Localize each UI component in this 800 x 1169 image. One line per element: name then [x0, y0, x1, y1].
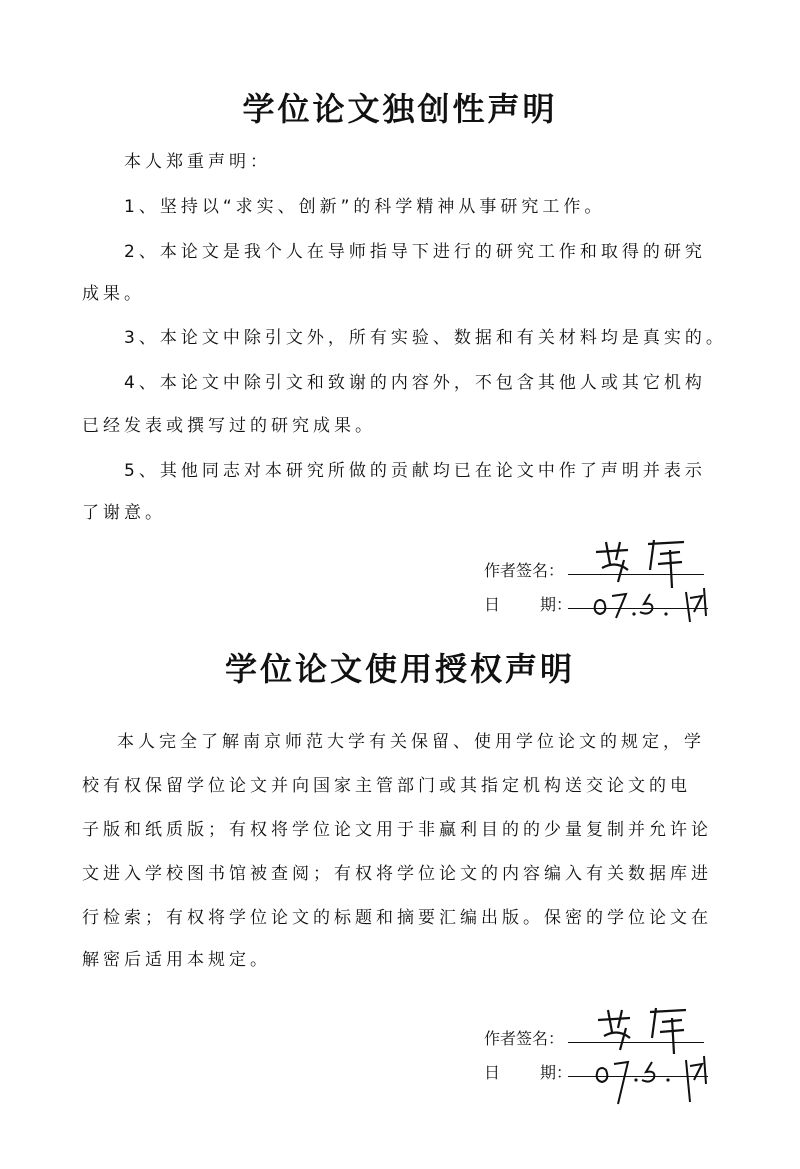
date-label-first: 日	[484, 1063, 501, 1082]
date-label-second: 期：	[540, 1063, 573, 1082]
originality-item: 3、本论文中除引文外，所有实验、数据和有关材料均是真实的。	[124, 328, 727, 348]
originality-item: 4、本论文中除引文和致谢的内容外，不包含其他人或其它机构	[124, 373, 706, 393]
date-handwriting	[590, 582, 720, 626]
date-handwriting	[592, 1052, 720, 1110]
originality-item: 1、坚持以“求实、创新”的科学精神从事研究工作。	[124, 197, 606, 217]
originality-item: 5、其他同志对本研究所做的贡献均已在论文中作了声明并表示	[124, 461, 706, 481]
date-label-first: 日	[484, 595, 501, 614]
date-label	[484, 1060, 572, 1083]
originality-item: 成果。	[82, 284, 145, 304]
signature-label: 作者签名：	[484, 561, 565, 580]
authorization-line: 行检索；有权将学位论文的标题和摘要汇编出版。保密的学位论文在	[82, 908, 712, 928]
authorization-line: 子版和纸质版；有权将学位论文用于非赢利目的的少量复制并允许论	[82, 820, 712, 840]
originality-item: 了谢意。	[82, 503, 166, 523]
authorization-line: 校有权保留学位论文并向国家主管部门或其指定机构送交论文的电	[82, 776, 691, 796]
date-label	[484, 592, 572, 615]
originality-item: 2、本论文是我个人在导师指导下进行的研究工作和取得的研究	[124, 242, 706, 262]
signature-label: 作者签名：	[484, 1029, 565, 1048]
authorization-line: 文进入学校图书馆被查阅；有权将学位论文的内容编入有关数据库进	[82, 864, 712, 884]
signature-handwriting	[590, 1000, 700, 1056]
signature-handwriting	[588, 530, 698, 590]
originality-item: 已经发表或撰写过的研究成果。	[82, 416, 376, 436]
authorization-line: 解密后适用本规定。	[82, 950, 271, 970]
authorization-title: 学位论文使用授权声明	[224, 650, 575, 688]
originality-title: 学位论文独创性声明	[242, 90, 558, 128]
authorization-line: 本人完全了解南京师范大学有关保留、使用学位论文的规定，学	[117, 732, 705, 752]
date-label-second: 期：	[540, 595, 573, 614]
originality-intro: 本人郑重声明：	[124, 152, 271, 172]
